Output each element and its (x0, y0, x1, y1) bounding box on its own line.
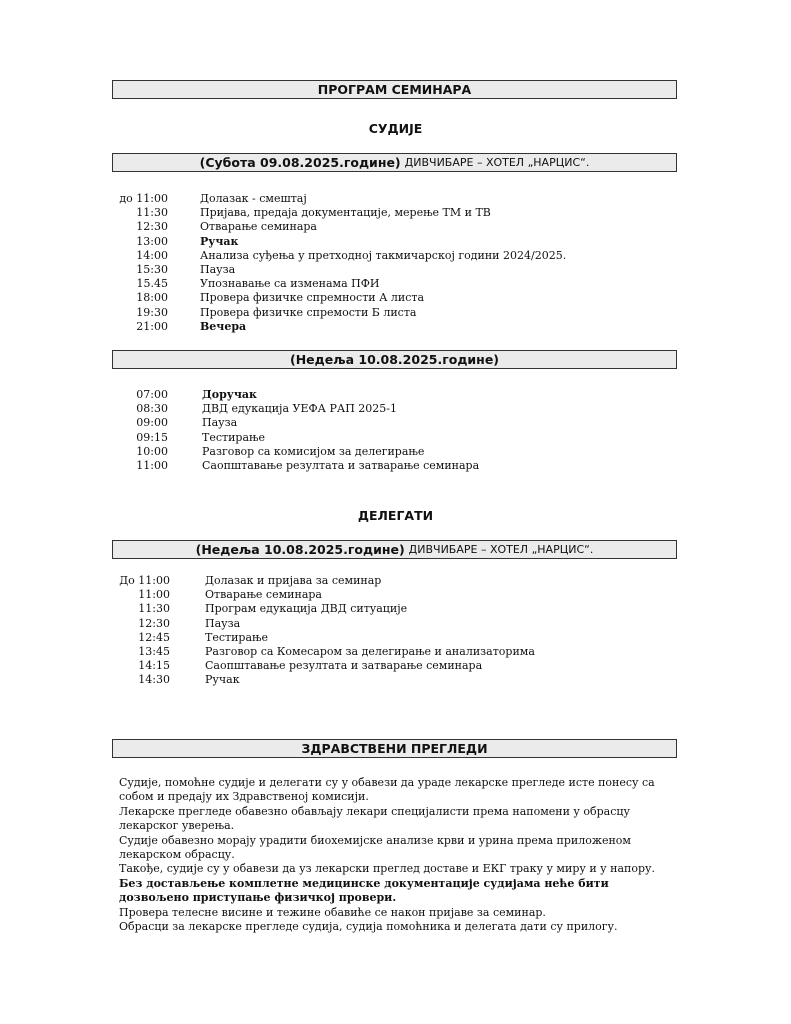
schedule-activity: Долазак и пријава за семинар (205, 574, 382, 587)
schedule-activity: Пауза (205, 616, 241, 630)
schedule-row (112, 263, 566, 277)
schedule-time: 09:00 (136, 416, 168, 430)
day3-header-box (112, 540, 677, 559)
schedule-row (112, 235, 566, 249)
schedule-row (112, 574, 535, 588)
schedule-row (112, 388, 479, 402)
schedule-row (112, 445, 479, 459)
schedule-activity: Тестирање (202, 430, 265, 444)
schedule-activity: Упознавање са изменама ПФИ (200, 277, 380, 291)
schedule-time: До 11:00 (119, 574, 170, 587)
schedule-activity: Отварање семинара (200, 220, 317, 234)
schedule-row (112, 617, 535, 631)
schedule-time: 18:00 (136, 291, 168, 305)
schedule-row (112, 588, 535, 602)
day3-date: (Недеља 10.08.2025.године) (195, 542, 405, 557)
schedule-row (112, 602, 535, 616)
schedule-time: 11:00 (138, 588, 170, 602)
schedule-activity: Разговор са Комесаром за делегирање и анализаторима (205, 645, 535, 659)
day2-date: (Недеља 10.08.2025.године) (289, 352, 500, 367)
schedule-time: 08:30 (136, 402, 168, 416)
schedule-row (112, 673, 535, 687)
day1-schedule (112, 192, 566, 334)
delegates-schedule (112, 574, 535, 688)
section-judges-heading: СУДИЈЕ (368, 121, 423, 136)
health-text (119, 776, 679, 934)
schedule-row (112, 402, 479, 416)
schedule-row (112, 431, 479, 445)
schedule-time: 11:30 (138, 602, 170, 616)
schedule-row (112, 320, 566, 334)
schedule-time: 21:00 (136, 319, 168, 333)
schedule-activity: Саопштавање резултата и затварање семинара (205, 659, 483, 673)
schedule-activity: Пауза (200, 263, 236, 277)
schedule-time: 11:30 (136, 206, 168, 220)
schedule-row (112, 220, 566, 234)
schedule-time: 19:30 (136, 305, 168, 319)
schedule-activity: Долазак - смештај (200, 192, 307, 205)
schedule-time: до 11:00 (119, 192, 168, 205)
day1-date: (Субота 09.08.2025.године) (199, 155, 401, 170)
day2-header-box (112, 350, 677, 369)
schedule-time: 14:30 (138, 673, 170, 687)
health-paragraph: Лекарске прегледе обавезно обављају лекари специјалисти према напомени у обрасцу лекарског уверења. (119, 804, 630, 833)
schedule-time: 07:00 (136, 388, 168, 401)
schedule-time: 12:45 (138, 630, 170, 644)
day1-place: ДИВЧИБАРЕ – ХОТЕЛ „НАРЦИС“. (404, 156, 590, 169)
health-title: ЗДРАВСТВЕНИ ПРЕГЛЕДИ (301, 741, 488, 756)
schedule-row (112, 206, 566, 220)
schedule-activity: Разговор са комисијом за делегирање (202, 444, 425, 458)
schedule-activity: Отварање семинара (205, 588, 322, 602)
schedule-time: 15.45 (136, 277, 168, 291)
schedule-activity: Програм едукација ДВД ситуације (205, 602, 408, 616)
schedule-activity: Провера физичке спремности А листа (200, 291, 425, 305)
program-title-box (112, 80, 677, 99)
schedule-row (112, 645, 535, 659)
health-paragraph: Судије обавезно морају урадити биохемијске анализе крви и урина према приложеном лекарском обрасцу. (119, 833, 631, 862)
schedule-time: 15:30 (136, 263, 168, 277)
schedule-time: 12:30 (136, 220, 168, 234)
health-paragraph: Провера телесне висине и тежине обавиће се након пријаве за семинар. (119, 905, 546, 919)
schedule-activity: Пријава, предаја документације, мерење ТМ и ТВ (200, 206, 491, 220)
schedule-time: 13:45 (138, 645, 170, 659)
schedule-activity: Ручак (205, 673, 240, 687)
schedule-activity: Вечера (200, 319, 247, 333)
day3-place: ДИВЧИБАРЕ – ХОТЕЛ „НАРЦИС“. (408, 543, 594, 556)
schedule-time: 14:00 (136, 248, 168, 262)
schedule-row (112, 459, 479, 473)
schedule-row (112, 192, 566, 206)
schedule-time: 10:00 (136, 444, 168, 458)
health-paragraph: Судије, помоћне судије и делегати су у обавези да ураде лекарске прегледе исте понесу са собом и предају их Здравственој комисији. (119, 776, 655, 804)
schedule-activity: Тестирање (205, 630, 268, 644)
schedule-activity: ДВД едукација УЕФА РАП 2025-1 (202, 402, 397, 416)
schedule-row (112, 416, 479, 430)
schedule-row (112, 659, 535, 673)
schedule-activity: Доручак (202, 388, 257, 401)
schedule-time: 13:00 (136, 234, 168, 248)
schedule-time: 12:30 (138, 616, 170, 630)
day2-schedule (112, 388, 479, 473)
schedule-time: 11:00 (136, 459, 168, 473)
schedule-activity: Саопштавање резултата и затварање семинара (202, 459, 480, 473)
health-paragraph: Такође, судије су у обавези да уз лекарски преглед доставе и ЕКГ траку у миру и у напору. (119, 862, 655, 876)
program-title: ПРОГРАМ СЕМИНАРА (317, 82, 472, 97)
schedule-time: 09:15 (136, 430, 168, 444)
schedule-row (112, 277, 566, 291)
schedule-activity: Анализа суђења у претходној такмичарској години 2024/2025. (200, 248, 567, 262)
day1-header-box (112, 153, 677, 172)
health-paragraph: Без достављење комплетне медицинске документације судијама неће бити дозвољено приступање физичкој провери. (119, 876, 609, 905)
schedule-row (112, 291, 566, 305)
schedule-activity: Пауза (202, 416, 238, 430)
schedule-row (112, 306, 566, 320)
schedule-row (112, 631, 535, 645)
section-delegates-heading: ДЕЛЕГАТИ (357, 508, 434, 523)
schedule-row (112, 249, 566, 263)
schedule-activity: Провера физичке спремости Б листа (200, 305, 417, 319)
schedule-time: 14:15 (138, 659, 170, 673)
health-paragraph: Обрасци за лекарске прегледе судија, судија помоћника и делегата дати су прилогу. (119, 920, 618, 934)
health-title-box (112, 739, 677, 758)
schedule-activity: Ручак (200, 234, 239, 248)
